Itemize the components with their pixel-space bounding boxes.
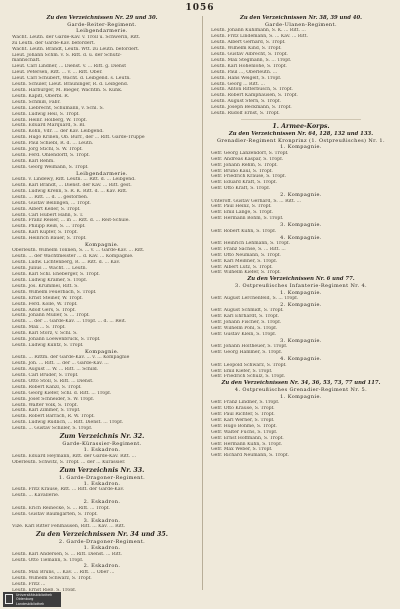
roster-entry: Leutn. Eduard Heymann, Ritt. der Garde-Kav. Ritt. ... bbox=[12, 453, 137, 459]
roster-entry: Leutn. Ludw. Lichtenberg, R. ... Ritt. d. ... Kav. bbox=[12, 260, 121, 266]
entry-list bbox=[12, 355, 192, 432]
roster-entry: Leutn. Hugo Krinen, Ob. Burr., der ... Ritt. Garde-Truppe bbox=[12, 135, 145, 141]
roster-entry: Leutn. Ludwig Krenn, S. R. K. Ritt. d. ... Kav. Ritt. bbox=[12, 188, 128, 194]
roster-entry: Gefr. Otto Krause, S. Tropf. bbox=[211, 406, 275, 412]
roster-entry: Leutn. Philipp Reiß, S. ... Tropf. bbox=[12, 224, 86, 230]
roster-entry: Leutn. Karl Schl. Eheberger, S. Tropf. bbox=[12, 272, 100, 278]
roster-entry: Lieut. Carl Lindner, ... Dienst. v. ... Ritt. g. Dienst bbox=[12, 64, 127, 70]
page-number: 1056 bbox=[185, 3, 215, 13]
category-heading: 1. Kompagnie. bbox=[280, 144, 322, 151]
roster-entry: Leutn. Erich Reinecke, S. ... Ritt. ... Tropf. bbox=[12, 505, 110, 511]
entry-list bbox=[211, 28, 391, 117]
roster-entry: Leutn. Fritz ... bbox=[12, 581, 46, 587]
category-heading: 3. Kompagnie. bbox=[280, 338, 322, 344]
roster-entry: Gefr. Karl Meißner, S. Tropf. bbox=[211, 258, 278, 264]
roster-entry: Leutn. Schüler, Lieut. Bräuninger, R. d. Leibgend. bbox=[12, 82, 129, 88]
roster-entry: Leutn. Kohn, Vdr. ... der Kav. Leibgend. bbox=[12, 129, 104, 135]
roster-entry: Leutn. Schmiß, Fabr. bbox=[12, 99, 61, 105]
regiment-heading: 4. Ostpreußisches Grenadier-Regiment Nr. 5. bbox=[234, 387, 368, 394]
section-heading: Zum Verzeichnis Nr. 33. bbox=[59, 466, 145, 474]
roster-entry: Leutn. Karl Zimmer, S. Tropf. bbox=[12, 408, 81, 414]
roster-entry: Gefr. Eduard Kraft, S. Tropf. bbox=[211, 180, 277, 186]
roster-entry: Leutn. Paul Schiebl, R. d. ... Leutn. bbox=[12, 141, 94, 147]
roster-entry: Leutn. Joh. ... Ritt. ... der ... Garde-Kav. ... bbox=[12, 361, 109, 367]
roster-entry: Leutn. Karl Rehm. bbox=[12, 158, 55, 164]
roster-entry: Leutn. Wilhelm Kind, S. Tropf. bbox=[211, 46, 282, 52]
roster-entry: Leutn. Fritz Lindemann, S. ... Kav. ... Ritt. bbox=[211, 34, 308, 40]
library-name-line: Oldenburg bbox=[16, 597, 34, 602]
regiment-heading: 2. Garde-Dragoner-Regiment. bbox=[58, 538, 146, 545]
roster-entry: Gefr. August Lerchenfeld, S. ... Tropf. bbox=[211, 296, 299, 302]
roster-entry: Leutn. ... Gustav Schiller, S. Tropf. bbox=[12, 426, 93, 432]
roster-entry: Leutn. Gustav Albrecht, S. Tropf. bbox=[211, 52, 288, 58]
category-heading: Kompagnie. bbox=[84, 348, 120, 355]
roster-entry: Gefr. Franz Sachse, S. ... Ritt. ... bbox=[211, 246, 286, 252]
roster-entry: Gefr. Karl Werner, S. Tropf. bbox=[211, 417, 275, 423]
regiment-heading: Garde-Reiter-Regiment. bbox=[67, 22, 137, 28]
roster-entry: Gefr. Paul Richter, S. Tropf. bbox=[211, 411, 275, 417]
category-heading: 1. Eskadron. bbox=[83, 481, 121, 488]
roster-entry: Leutn. Fritz Krause, Ritt. ... Ritt. der Garde-Kav. bbox=[12, 487, 125, 493]
entry-list bbox=[12, 248, 192, 348]
roster-entry: Leutn. Hans Weigelt, S. Tropf. bbox=[211, 75, 282, 81]
roster-entry: Leutn. Liebrecht, Schumann, v. Schl. S. bbox=[12, 105, 104, 111]
regiment-heading: Garde-Ulanen-Regiment. bbox=[265, 22, 337, 28]
category-heading: 1. Eskadron. bbox=[83, 545, 121, 552]
entry-list bbox=[12, 481, 192, 530]
roster-entry: Lieut. Petersen, Ritt. ... v. ... Ritt. Ober. bbox=[12, 70, 103, 76]
section-heading: Zu den Verzeichnissen Nr. 29 und 30. bbox=[46, 15, 158, 21]
roster-entry: Leutn. Ernst Rieß, S. Tropf. bbox=[12, 587, 77, 591]
roster-entry: Leutn. Ferd. Kölle, W. Tropf. bbox=[12, 301, 78, 307]
roster-entry: Leutn. Karl Brandt, ... Dienst. der Kav. ... Ritt. gest. bbox=[12, 182, 132, 188]
roster-entry: Gefr. Max Weber, S. Tropf. bbox=[211, 447, 273, 453]
roster-entry: Gefr. Emil Kiefer, S. Tropf. bbox=[211, 368, 273, 374]
roster-entry: Leutn. Gustav Baumgarten, S. Tropf. bbox=[12, 511, 98, 517]
roster-entry: Leutn. Ludwig Heil, S. Tropf. bbox=[12, 111, 80, 117]
roster-entry: Leutn. Max ... S. Tropf. bbox=[12, 325, 66, 331]
roster-entry: Leutn. Jörg Stichl, S. W. Tropf. bbox=[12, 147, 83, 153]
category-heading: 1. Kompagnie. bbox=[280, 289, 322, 296]
roster-entry: Wacht. Leutn. der Garde-Kav. v. Troll u. Schwerin, Ritt. bbox=[12, 34, 141, 40]
roster-entry: Leutn. Franz Reiser, ... in ... Ritt. d. ... Reit-Schule. bbox=[12, 218, 130, 224]
roster-entry: Leutn. Ludwig Kramer, S. Tropf. bbox=[12, 277, 88, 283]
roster-entry: Gefr. August Schmidt, S. Tropf. bbox=[211, 308, 284, 314]
roster-entry: Gefr. Leopold Schwarz, S. Tropf. bbox=[211, 362, 287, 368]
roster-entry: Leutn. August ... W. ... Ritt. ... Schild. bbox=[12, 367, 99, 373]
roster-entry: Leutn. Robert Barrach, R. W. Tropf. bbox=[12, 414, 95, 420]
roster-entry: Gefr. Ernst Hoffmann, S. Tropf. bbox=[211, 435, 284, 441]
roster-entry: Gefr. Friedrich Schulz, S. Tropf. bbox=[211, 374, 286, 380]
roster-entry: Gefr. Karl Ehrhardt, S. Tropf. bbox=[211, 314, 279, 320]
roster-entry: Leutn. Max Stegmann, S. ... Tropf. bbox=[211, 57, 292, 63]
roster-entry: Leutn. Anton Ritterbusch, S. Tropf. bbox=[211, 87, 293, 93]
category-heading: Leibgendarmerie. bbox=[76, 28, 128, 35]
roster-entry: Leutn. v. Lindewy, Ritt. Leutn. ... Ritt. d. ... Leibgend. bbox=[12, 177, 136, 183]
roster-entry: Leutn. Johann Müller, S. ... Tropf. bbox=[12, 313, 90, 319]
category-heading: 4. Kompagnie. bbox=[280, 356, 322, 363]
roster-entry: Gefr. Hermann Böhm, S. Tropf. bbox=[211, 216, 284, 222]
roster-entry: Leutn. Ludwig Kuntz, S. Tropf. bbox=[12, 342, 84, 348]
category-heading: 1. Kompagnie. bbox=[280, 393, 322, 400]
entry-list bbox=[211, 394, 391, 459]
roster-entry: Vize. Karl Ritter Fehlhausen, Ritt. ... Kav. ... Ritt. bbox=[12, 523, 126, 529]
regiment-heading: 1. Garde-Dragoner-Regiment. bbox=[58, 474, 146, 481]
library-logo bbox=[3, 592, 61, 607]
category-heading: 2. Eskadron. bbox=[83, 563, 121, 570]
roster-entry: Leutn. Adolf Gers, S. Tropf. bbox=[12, 307, 76, 313]
roster-entry: Leutn. ... Kavallerie. bbox=[12, 493, 60, 499]
left-column bbox=[12, 15, 192, 591]
roster-entry: Leutn. Kapitl, Oberbl. R. bbox=[12, 93, 70, 99]
roster-entry: Gefr. Heinrich Lehmann, S. Tropf. bbox=[211, 240, 291, 246]
roster-entry: Leutn. Josef Schneider, S. W. Tropf. bbox=[12, 396, 95, 402]
roster-entry: Leutn. ... der Wachtmeister ... d. Kav. ... Kompagnie. bbox=[12, 254, 134, 260]
roster-entry: Gefr. Walter Fuchs, S. Tropf. bbox=[211, 429, 278, 435]
roster-entry: Gefr. Hermann Kuhn, S. Tropf. bbox=[211, 441, 283, 447]
roster-entry: Leutn. Eduard Marquard, S. Bl. bbox=[12, 123, 86, 129]
roster-entry: Oberleutn. Wilhelm Tonnen, S. ... v. ... Garde-Kav. ... Ritt. bbox=[12, 248, 145, 254]
roster-entry: Leutn. Robert Kamphausen, S. Tropf. bbox=[211, 93, 298, 99]
roster-entry: Unteroff. Gustav Gerhard, S. ... Ritt. ... bbox=[211, 198, 302, 204]
roster-entry: Gefr. Johann Rehm, S. Tropf. bbox=[211, 162, 278, 168]
roster-entry: zu Leutn. der Garde-Kav. befördert. bbox=[12, 40, 96, 46]
right-column bbox=[211, 15, 391, 591]
regiment-heading: Garde-Kürassier-Regiment. bbox=[62, 441, 142, 448]
category-heading: Kompagnie. bbox=[84, 242, 120, 249]
divider bbox=[241, 119, 361, 120]
section-heading: Zu den Verzeichnissen Nr. 38, 39 und 40. bbox=[239, 15, 363, 21]
roster-entry: Leutn. Johann Loewenbrück, S. Tropf. bbox=[12, 337, 101, 343]
entry-list bbox=[211, 144, 391, 276]
roster-entry: Gefr. Paul Heinz, S. Tropf. bbox=[211, 204, 272, 210]
roster-entry: Leutn. Robert Kanzl, S. Tropf. bbox=[12, 384, 82, 390]
category-heading: 2. Eskadron. bbox=[83, 499, 121, 506]
roster-entry: Gefr. Georg Hammer, S. Tropf. bbox=[211, 350, 283, 356]
roster-entry: Leutn. Georg ... Ritt. ... bbox=[211, 81, 265, 87]
roster-entry: Leutn. Harburger, M. Bieger, Wachtm. S. Kuhk. bbox=[12, 87, 123, 93]
section-heading: Zu den Verzeichnissen Nr. 64, 128, 132 und 133. bbox=[228, 131, 374, 137]
roster-entry: Leutn. Ludwig Rüdlich, ... Ritt. Dienst. ... Tropf. bbox=[12, 420, 124, 426]
roster-entry: Leutn. Otto Tiemann, S. Tropf. bbox=[12, 557, 84, 563]
roster-entry: Leutn. Karl Storz, v. Schl. S. bbox=[12, 331, 78, 337]
entry-list bbox=[12, 177, 192, 242]
roster-entry: Leutn. Paul ..., Oberleutn. ... bbox=[211, 69, 278, 75]
roster-entry: Leutn. Carl Bruder, S. Tropf. bbox=[12, 372, 79, 378]
category-heading: 4. Kompagnie. bbox=[280, 234, 322, 241]
category-heading: 1. Eskadron. bbox=[83, 447, 121, 454]
category-heading: 2. Kompagnie. bbox=[280, 302, 322, 309]
roster-entry: Leutn. Georg Kiefer, Schl. d. Ritt. ... Tropf. bbox=[12, 390, 112, 396]
roster-entry: Gefr. Georg Lanzendorf, S. Tropf. bbox=[211, 150, 289, 156]
section-heading: Zu den Verzeichnissen Nr. 34 und 35. bbox=[36, 530, 168, 538]
roster-entry: Leutn. Karl Kupfer, S. Tropf. bbox=[12, 230, 78, 236]
section-heading: Zum Verzeichnis Nr. 32. bbox=[59, 433, 145, 441]
roster-entry: Leutn. Rudolf Ernst, S. Tropf. bbox=[211, 111, 280, 117]
roster-entry: Leutn. Walter Volk, S. Tropf. bbox=[12, 402, 78, 408]
corps-heading: 1. Armee-Korps. bbox=[272, 123, 330, 130]
section-heading: Zu den Verzeichnissen Nr. 6 und 77. bbox=[247, 276, 355, 283]
roster-entry: Leutn. Johann Kuhlmann, S. K. ... Ritt. ... bbox=[211, 28, 306, 34]
roster-entry: Gefr. Hugo Böhme, S. Tropf. bbox=[211, 423, 277, 429]
roster-entry: Leutn. Max Bruns, ... Kav. ... Ritt. ... Ober ... bbox=[12, 569, 115, 575]
category-heading: 3. Kompagnie. bbox=[280, 222, 322, 229]
roster-entry: Gefr. Wilhelm Kiefer, S. Tropf. bbox=[211, 270, 281, 276]
roster-entry: Leutn. Karl Andersen, S. ... Ritt. Dienst. ... Ritt. bbox=[12, 551, 122, 557]
roster-entry: Leutn. Heinrich Bauer, S. Tropf. bbox=[12, 236, 87, 242]
roster-entry: Gefr. Johann Fischer, S. Tropf. bbox=[211, 320, 282, 326]
roster-entry: Leutn. Gustav Bellingen, ... Tropf. bbox=[12, 200, 91, 206]
roster-entry: Leutn. Albert Keller, S. Tropf. bbox=[12, 206, 81, 212]
roster-entry: Leutn. August Stern, S. Tropf. bbox=[211, 99, 281, 105]
roster-entry: Leutn. Albert Gerhard, S. Tropf. bbox=[211, 40, 286, 46]
roster-entry: Lieut. Johann Schm. v. S. Ritt. d. u. der Schutz- bbox=[12, 52, 122, 58]
regiment-heading: Grenadier-Regiment Kronprinz (1. Ostpreußisches) Nr. 1. bbox=[217, 138, 385, 144]
roster-entry: Gefr. Friedrich Krause, S. Tropf. bbox=[211, 174, 287, 180]
roster-entry: Leutn. Joseph Beckmann, S. Tropf. bbox=[211, 105, 292, 111]
roster-entry: Wacht. Leutn. Brandt, Leutn. Wtt. zu Leutn. befördert. bbox=[12, 46, 140, 52]
roster-entry: Leutn. Ferd. Ohlendorff, S. Tropf. bbox=[12, 152, 90, 158]
roster-entry: Gefr. Otto Neumann, S. Tropf. bbox=[211, 252, 281, 258]
roster-entry: Gefr. Bruno Kaul, S. Tropf. bbox=[211, 168, 273, 174]
roster-entry: Leutn. Otto Stoll, S. Ritt. ... Dienst. bbox=[12, 378, 94, 384]
roster-entry: Gefr. Emil Lange, S. Tropf. bbox=[211, 210, 274, 216]
entry-list bbox=[211, 290, 391, 381]
roster-entry: Leutn. ... Ritt. ... d. ... gestorben. bbox=[12, 194, 89, 200]
roster-entry: Oberleutn. Schwitz, S. Tropf. ... der ... Kürassier. bbox=[12, 459, 126, 465]
section-heading: Zu den Verzeichnissen Nr. 34, 36, 53, 73, 77 und 117. bbox=[221, 380, 381, 387]
roster-entry: Leutn. Wilhelm Feuerbach, S. Tropf. bbox=[12, 289, 97, 295]
roster-entry: Leutn. ... der ... Garde-Kav. ... Tropf. ... d. ... Reit. bbox=[12, 319, 127, 325]
roster-entry: Gefr. Albert Lutz, S. Tropf. bbox=[211, 264, 273, 270]
roster-entry: Gefr. Richard Neumann, S. Tropf. bbox=[211, 453, 289, 459]
roster-entry: Leutn. Karl Hohenlohe, S. Tropf. bbox=[211, 63, 287, 69]
roster-entry: Leutn. ... Rittm. der Garde-Kav. ... v. ... Kompagnie bbox=[12, 355, 130, 361]
entry-list bbox=[12, 35, 192, 171]
roster-entry: Leutn. Julius ... Wacht. ... Leutn. bbox=[12, 266, 88, 272]
roster-entry: Leutn. Wilhelm Schwarz, S. Tropf. bbox=[12, 575, 92, 581]
roster-entry: Gefr. Andreas Kaspar, S. Tropf. bbox=[211, 156, 284, 162]
entry-list bbox=[12, 447, 192, 465]
roster-entry: Leutn. Carl Hubert Hahn, S. T. bbox=[12, 212, 84, 218]
roster-entry: Gefr. Franz Lindner, S. Tropf. bbox=[211, 400, 280, 406]
roster-entry: Leutn. Ernst Steiner, W. Tropf. bbox=[12, 295, 83, 301]
roster-entry: Leutn. Georg Weimann, S. Tropf. bbox=[12, 164, 89, 170]
column-divider bbox=[202, 16, 203, 590]
library-name-line: Landesbibliothek bbox=[16, 601, 45, 606]
entry-list bbox=[12, 545, 192, 591]
category-heading: 3. Eskadron. bbox=[83, 517, 121, 524]
roster-entry: Leutn. Jos. Krummel, Ritt. S. bbox=[12, 283, 79, 289]
roster-entry: mannschaft. bbox=[12, 58, 41, 64]
regiment-heading: 3. Ostpreußisches Infanterie-Regiment Nr. 4. bbox=[234, 283, 368, 290]
roster-entry: Lieut. Carl Schubert, Wacht. d. Leibgend. s. Leutn. bbox=[12, 76, 131, 82]
category-heading: Leibgendarmerie. bbox=[76, 170, 128, 177]
roster-entry: Gefr. Wilhelm Pohl, S. Tropf. bbox=[211, 326, 278, 332]
roster-entry: Gefr. Johann Holtheuer, S. Tropf. bbox=[211, 344, 288, 350]
roster-entry: Gefr. Otto Kraft, S. Tropf. bbox=[211, 186, 271, 192]
roster-entry: Gefr. Gustav Klein, S. Tropf. bbox=[211, 332, 277, 338]
category-heading: 2. Kompagnie. bbox=[280, 192, 322, 199]
roster-entry: Gefr. Robert Kühn, S. Tropf. bbox=[211, 228, 277, 234]
library-name-line: Universitätsbibliothek bbox=[16, 593, 52, 597]
library-logo-mark bbox=[5, 594, 13, 604]
roster-entry: Leutn. Heinr. Holberg, W. Tropf. bbox=[12, 117, 87, 123]
